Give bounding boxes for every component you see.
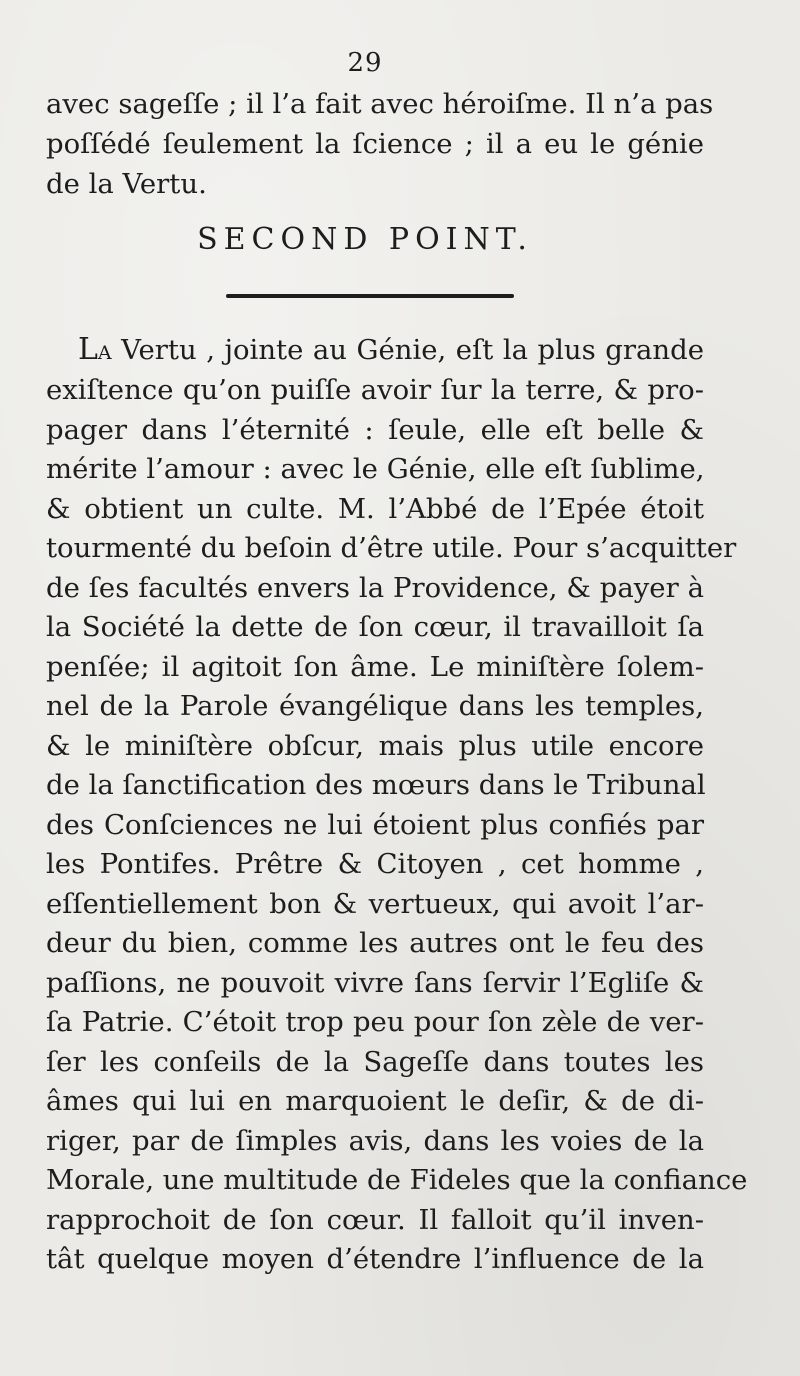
- text-line: ſer les conſeils de la Sageſſe dans toutes les: [46, 1045, 704, 1078]
- text-line: & le miniſtère obſcur, mais plus utile encore: [46, 729, 704, 762]
- text-line: tât quelque moyen d’étendre l’influence de la: [46, 1243, 704, 1275]
- text-line: rapprochoit de ſon cœur. Il falloit qu’il inven-: [46, 1203, 704, 1236]
- small-caps-letter: a: [97, 334, 112, 366]
- drop-capital: L: [78, 332, 98, 367]
- text-line: Morale, une multitude de Fideles que la confiance: [46, 1164, 748, 1196]
- text-line-first: [78, 330, 704, 370]
- text-line: penſée; il agitoit ſon âme. Le miniſtère ſolem-: [46, 650, 704, 683]
- text-line: des Conſciences ne lui étoient plus confiés par: [46, 808, 704, 841]
- text-line: la Société la dette de ſon cœur, il travailloit ſa: [46, 611, 704, 643]
- text-line: riger, par de ſimples avis, dans les voies de la: [46, 1124, 704, 1157]
- section-heading: SECOND POINT.: [197, 222, 533, 257]
- text-line: ſa Patrie. C’étoit trop peu pour ſon zèle de ver-: [46, 1006, 704, 1038]
- text-line: nel de la Parole évangélique dans les temples,: [46, 690, 704, 722]
- text-line: mérite l’amour : avec le Génie, elle eſt ſublime,: [46, 453, 705, 485]
- text-line: âmes qui lui en marquoient le deſir, & de di-: [46, 1085, 704, 1117]
- text-line: de ſes facultés envers la Providence, & payer à: [46, 571, 704, 604]
- first-line-text: Vertu , jointe au Génie, eſt la plus grande: [111, 334, 704, 366]
- text-line: les Pontifes. Prêtre & Citoyen , cet homme ,: [46, 848, 704, 880]
- text-line: de la ſanctification des mœurs dans le Tribunal: [46, 769, 706, 801]
- text-line: eſſentiellement bon & vertueux, qui avoit l’ar-: [46, 887, 704, 920]
- text-line: paſſions, ne pouvoit vivre ſans ſervir l’Egliſe &: [46, 966, 704, 999]
- text-line: & obtient un culte. M. l’Abbé de l’Epée étoit: [46, 492, 704, 525]
- text-line: poſſédé ſeulement la ſcience ; il a eu le génie: [46, 128, 704, 160]
- text-line: avec sageſſe ; il l’a fait avec héroiſme. Il n’a pas: [46, 88, 714, 120]
- text-line: exiſtence qu’on puiſſe avoir ſur la terre, & pro-: [46, 374, 704, 406]
- text-line: deur du bien, comme les autres ont le feu des: [46, 927, 704, 959]
- page-number: 29: [347, 48, 383, 78]
- text-line: tourmenté du beſoin d’être utile. Pour s’acquitter: [46, 532, 737, 564]
- text-line: de la Vertu.: [46, 168, 207, 200]
- text-line: pager dans l’éternité : ſeule, elle eſt belle &: [46, 413, 704, 446]
- ornamental-rule: [226, 294, 514, 298]
